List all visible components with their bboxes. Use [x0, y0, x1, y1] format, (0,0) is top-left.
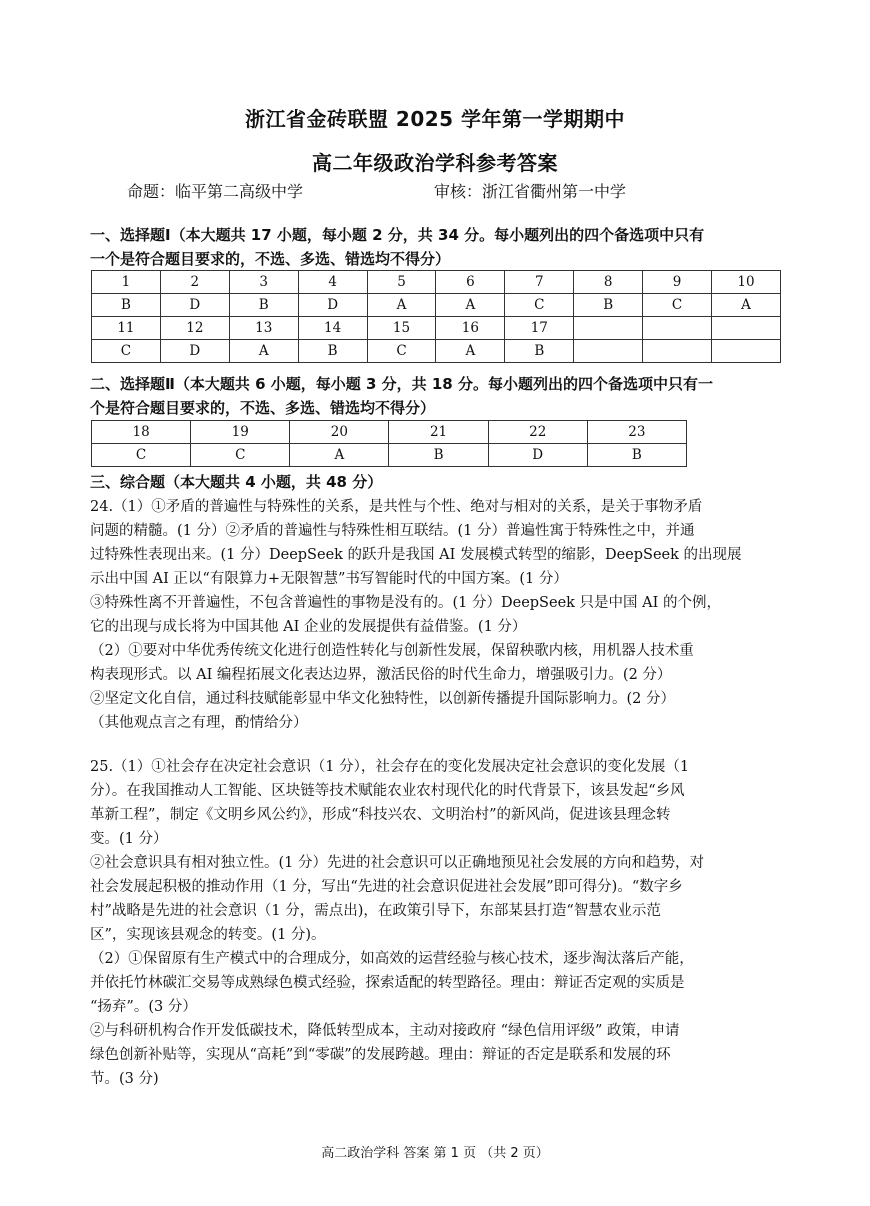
answer-cell — [712, 340, 781, 363]
answer-cell: A — [290, 444, 389, 467]
answer-cell: A — [712, 294, 781, 317]
question-number-cell: 16 — [436, 317, 505, 340]
choice-answer-table-2 — [91, 420, 687, 467]
question-number-cell: 21 — [389, 421, 488, 444]
question-number-cell — [574, 317, 643, 340]
question-number-cell: 10 — [712, 271, 781, 294]
answer-cell: B — [574, 294, 643, 317]
answer-cell — [574, 340, 643, 363]
answer-cell: C — [643, 294, 712, 317]
table-row — [92, 317, 781, 340]
question-number-cell: 17 — [505, 317, 574, 340]
question-number-cell: 4 — [298, 271, 367, 294]
question-number-cell: 8 — [574, 271, 643, 294]
question-number-cell: 19 — [191, 421, 290, 444]
section2-heading: 二、选择题Ⅱ（本大题共 6 小题，每小题 3 分，共 18 分。每小题列出的四个备选项中只有一 个是符合题目要求的，不选、多选、错选均不得分） — [90, 375, 713, 417]
question-number-cell: 7 — [505, 271, 574, 294]
page-subtitle: 高二年级政治学科参考答案 — [312, 151, 558, 175]
section1-heading: 一、选择题Ⅰ（本大题共 17 小题，每小题 2 分，共 34 分。每小题列出的四个备选项中只有 一个是符合题目要求的，不选、多选、错选均不得分） — [90, 226, 705, 268]
answer-cell: C — [191, 444, 290, 467]
question-number-cell: 22 — [488, 421, 587, 444]
answer-cell: B — [92, 294, 161, 317]
question-number-cell: 12 — [160, 317, 229, 340]
answer-cell: C — [505, 294, 574, 317]
answer-q24: 24.（1）①矛盾的普遍性与特殊性的关系，是共性与个性、绝对与相对的关系，是关于事物矛盾 问题的精髓。(1 分）②矛盾的普遍性与特殊性相互联结。(1 分）普遍性寓于特殊性之中，并通 过特殊性表现出来。(1 分）DeepSeek 的跃升是我国 AI 发展模式转型的缩影，DeepSeek 的出现展 示出中国 AI 正以“有限算力+无限智慧”书写智能时代的中国方案。(1 分） ③特殊性离不开普遍性，不包含普遍性的事物是没有的。(1 分）DeepSeek 只是中国 AI 的个例， 它的出现与成长将为中国其他 AI 企业的发展提供有益借鉴。(1 分） （2）①要对中华优秀传统文化进行创造性转化与创新性发展，保留秧歌内核，用机器人技术重 构表现形式。以 AI 编程拓展文化表达边界，激活民俗的时代生命力，增强吸引力。(2 分） ②坚定文化自信，通过科技赋能彰显中华文化独特性，以创新传播提升国际影响力。(2 分） （其他观点言之有理，酌情给分） — [90, 499, 742, 731]
answer-q25: 25.（1）①社会存在决定社会意识（1 分），社会存在的变化发展决定社会意识的变化发展（1 分）。在我国推动人工智能、区块链等技术赋能农业农村现代化的时代背景下，该县发起“乡风 革新工程”，制定《文明乡风公约》，形成“科技兴农、文明治村”的新风尚，促进该县理念转 变。(1 分） ②社会意识具有相对独立性。(1 分）先进的社会意识可以正确地预见社会发展的方向和趋势，对 社会发展起积极的推动作用（1 分，写出“先进的社会意识促进社会发展”即可得分)。“数字乡 村”战略是先进的社会意识（1 分，需点出)，在政策引导下，东部某县打造“智慧农业示范 区”，实现该县观念的转变。(1 分)。 （2）①保留原有生产模式中的合理成分，如高效的运营经验与核心技术，逐步淘汰落后产能， 并依托竹林碳汇交易等成熟绿色模式经验，探索适配的转型路径。理由：辩证否定观的实质是 “扬弃”。(3 分） ②与科研机构合作开发低碳技术，降低转型成本，主动对接政府 “绿色信用评级” 政策，申请 绿色创新补贴等，实现从“高耗”到“零碳”的发展跨越。理由：辩证的否定是联系和发展的环 节。(3 分) — [90, 759, 704, 1087]
answer-cell: D — [160, 340, 229, 363]
question-number-cell: 11 — [92, 317, 161, 340]
page-footer: 高二政治学科 答案 第 1 页 （共 2 页） — [321, 1146, 549, 1161]
question-number-cell: 1 — [92, 271, 161, 294]
question-number-cell: 23 — [587, 421, 686, 444]
table-row — [92, 340, 781, 363]
reviewer-line: 审核：浙江省衢州第一中学 — [434, 182, 627, 201]
table-row — [92, 271, 781, 294]
question-number-cell — [643, 317, 712, 340]
answer-cell: D — [298, 294, 367, 317]
answer-cell: B — [229, 294, 298, 317]
question-number-cell: 13 — [229, 317, 298, 340]
question-number-cell: 15 — [367, 317, 436, 340]
answer-cell — [643, 340, 712, 363]
table-row — [92, 294, 781, 317]
page-title: 浙江省金砖联盟 2025 学年第一学期期中 — [244, 107, 626, 131]
answer-cell: B — [505, 340, 574, 363]
answer-cell: A — [367, 294, 436, 317]
answer-cell: B — [389, 444, 488, 467]
answer-cell: D — [488, 444, 587, 467]
question-number-cell: 6 — [436, 271, 505, 294]
choice-answer-table-1 — [91, 270, 781, 363]
author-line: 命题：临平第二高级中学 — [127, 182, 304, 201]
answer-cell: C — [92, 444, 191, 467]
question-number-cell: 18 — [92, 421, 191, 444]
answer-cell: B — [298, 340, 367, 363]
answer-cell: B — [587, 444, 686, 467]
question-number-cell: 2 — [160, 271, 229, 294]
question-number-cell: 14 — [298, 317, 367, 340]
answer-cell: C — [367, 340, 436, 363]
answer-cell: C — [92, 340, 161, 363]
table-row — [92, 444, 687, 467]
question-number-cell: 20 — [290, 421, 389, 444]
question-number-cell: 5 — [367, 271, 436, 294]
answer-cell: A — [436, 340, 505, 363]
section3-heading: 三、综合题（本大题共 4 小题，共 48 分） — [90, 473, 383, 491]
question-number-cell: 9 — [643, 271, 712, 294]
answer-cell: A — [436, 294, 505, 317]
table-row — [92, 421, 687, 444]
answer-cell: D — [160, 294, 229, 317]
answer-cell: A — [229, 340, 298, 363]
question-number-cell — [712, 317, 781, 340]
question-number-cell: 3 — [229, 271, 298, 294]
